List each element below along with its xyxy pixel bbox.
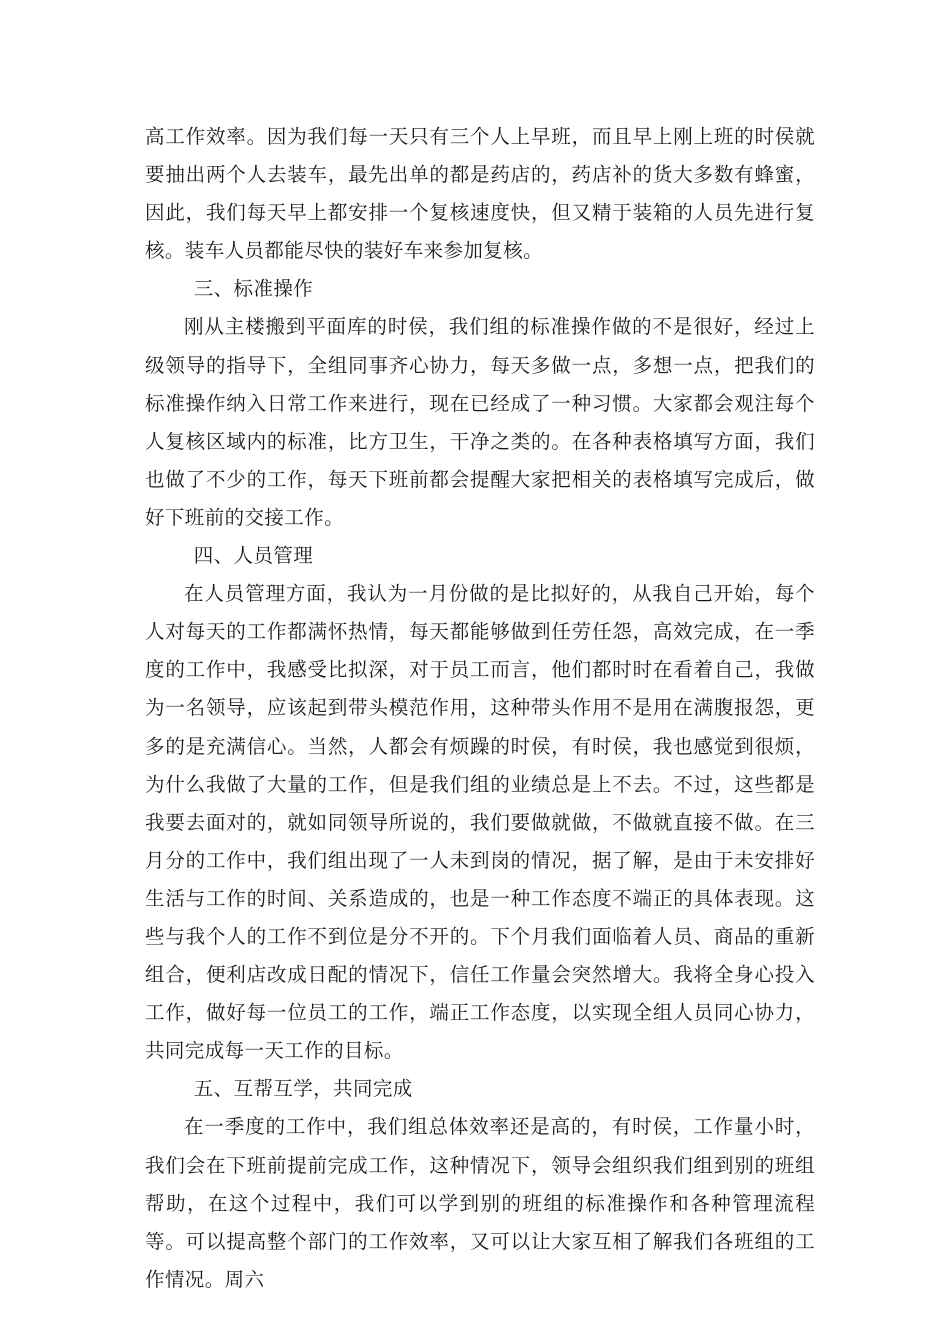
section-heading-mutual-help: 五、互帮互学，共同完成: [193, 1077, 413, 1101]
section-heading-standard-operation: 三、标准操作: [193, 277, 314, 301]
paragraph-staff-management: 在人员管理方面，我认为一月份做的是比拟好的，从我自己开始，每个人对每天的工作都满怀热情，每天都能够做到任劳任怨，高效完成，在一季度的工作中，我感受比拟深，对于员工而言，他们都时时在看着自己，我做为一名领导，应该起到带头模范作用，这种带头作用不是用在满腹报怨，更多的是充满信心。当然，人都会有烦躁的时侯，有时侯，我也感觉到很烦，为什么我做了大量的工作，但是我们组的业绩总是上不去。不过，这些都是我要去面对的，就如同领导所说的，我们要做就做，不做就直接不做。在三月分的工作中，我们组出现了一人未到岗的情况，据了解，是由于未安排好生活与工作的时间、关系造成的，也是一种工作态度不端正的具体表现。这些与我个人的工作不到位是分不开的。下个月我们面临着人员、商品的重新组合，便利店改成日配的情况下，信任工作量会突然增大。我将全身心投入工作，做好每一位员工的工作，端正工作态度，以实现全组人员同心协力，共同完成每一天工作的目标。: [145, 582, 815, 1063]
section-heading-staff-management: 四、人员管理: [193, 544, 314, 568]
document-body: [145, 118, 815, 1299]
paragraph-standard-operation: 刚从主楼搬到平面库的时侯，我们组的标准操作做的不是很好，经过上级领导的指导下，全组同事齐心协力，每天多做一点，多想一点，把我们的标准操作纳入日常工作来进行，现在已经成了一种习惯。大家都会观注每个人复核区域内的标准，比方卫生，干净之类的。在各种表格填写方面，我们也做了不少的工作，每天下班前都会提醒大家把相关的表格填写完成后，做好下班前的交接工作。: [145, 315, 815, 529]
paragraph-mutual-help: 在一季度的工作中，我们组总体效率还是高的，有时侯，工作量小时，我们会在下班前提前完成工作，这种情况下，领导会组织我们组到别的班组帮助，在这个过程中，我们可以学到别的班组的标准操作和各种管理流程等。可以提高整个部门的工作效率，又可以让大家互相了解我们各班组的工作情况。周六: [145, 1115, 815, 1291]
paragraph-intro: 高工作效率。因为我们每一天只有三个人上早班，而且早上刚上班的时侯就要抽出两个人去装车，最先出单的都是药店的，药店补的货大多数有蜂蜜，因此，我们每天早上都安排一个复核速度快，但又精于装箱的人员先进行复核。装车人员都能尽快的装好车来参加复核。: [145, 125, 815, 263]
